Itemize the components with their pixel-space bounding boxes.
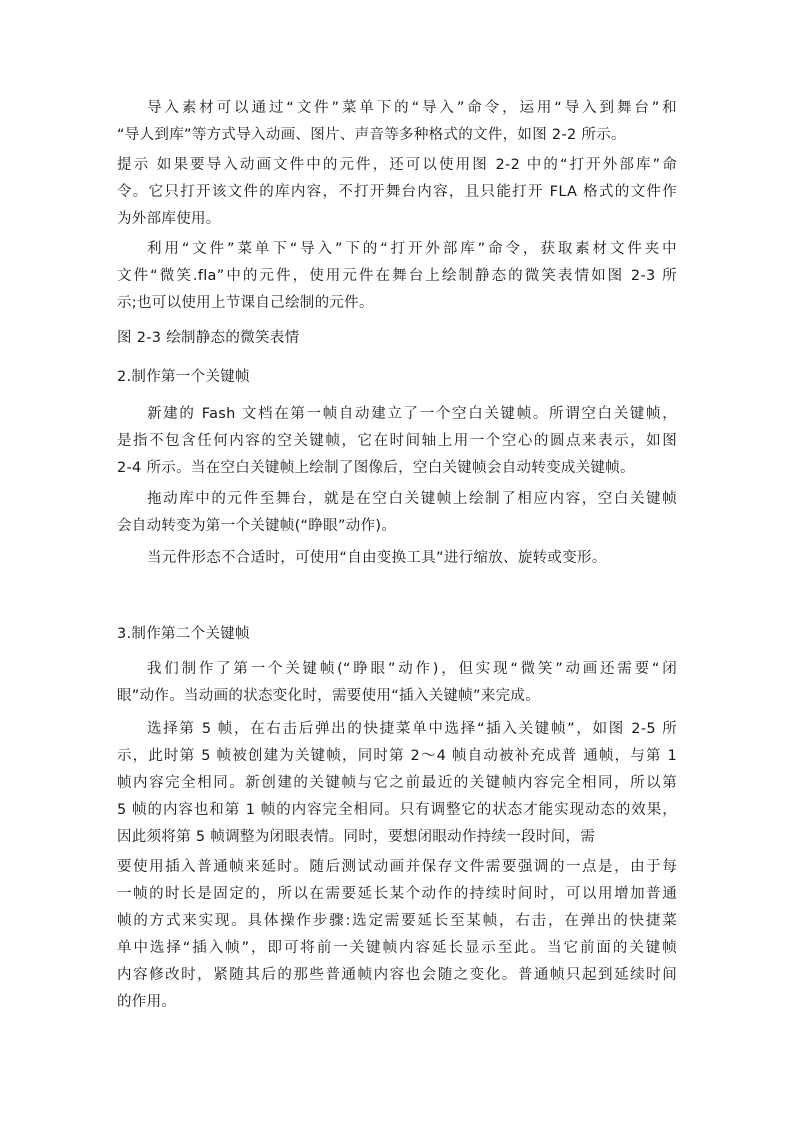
text-line: “导人到库”等方式导入动画、图片、声音等多种格式的文件，如图 2-2 所示。 [117,127,626,143]
text-line: 一帧的时长是固定的，所以在需要延长某个动作的持续时间时，可以用增加普通 [117,886,677,902]
figure-caption [117,325,677,352]
text-line: 5 帧的内容也和第 1 帧的内容完全相同。只有调整它的状态才能实现动态的效果， [117,802,677,818]
text-line: 是指不包含任何内容的空关键帧，它在时间轴上用一个空心的圆点来表示，如图 [117,433,677,449]
paragraph-import-intro [117,95,677,149]
paragraph-insert-keyframe [117,716,677,851]
text-line: 拖动库中的元件至舞台，就是在空白关键帧上绘制了相应内容，空白关键帧 [147,491,677,507]
caption-text: 图 2-3 绘制静态的微笑表情 [117,330,300,346]
text-line: 因此须将第 5 帧调整为闭眼表情。同时，要想闭眼动作持续一段时间，需 [117,829,596,845]
paragraph-tip [117,152,677,233]
text-line: 导入素材可以通过“文件”菜单下的“导入”命令，运用“导入到舞台”和 [147,100,677,116]
text-line: 选择第 5 帧，在右击后弹出的快捷菜单中选择“插入关键帧”，如图 2-5 所 [147,721,677,737]
paragraph-drag-symbol [117,486,677,540]
heading-text: 3.制作第二个关键帧 [117,626,250,642]
text-line: 的作用。 [117,994,177,1010]
text-line: 文件“微笑.fla”中的元件，使用元件在舞台上绘制静态的微笑表情如图 2-3 所 [117,268,677,284]
text-line: 新建的 Fash 文档在第一帧自动建立了一个空白关键帧。所谓空白关键帧， [147,406,677,422]
heading-text: 2.制作第一个关键帧 [117,369,250,385]
text-line: 内容修改时，紧随其后的那些普通帧内容也会随之变化。普通帧只起到延续时间 [117,967,677,983]
text-line: 会自动转变为第一个关键帧(“睁眼”动作)。 [117,518,397,534]
text-line: 帧内容完全相同。新创建的关键帧与它之前最近的关键帧内容完全相同，所以第 [117,775,677,791]
text-line: 2-4 所示。当在空白关键帧上绘制了图像后，空白关键帧会自动转变成关键帧。 [117,460,635,476]
section-heading-3 [117,621,677,648]
paragraph-empty-keyframe [117,401,677,482]
text-line: 要使用插入普通帧来延时。随后测试动画并保存文件需要强调的一点是，由于每 [117,859,677,875]
paragraph-transform-tool [117,545,677,572]
section-heading-2 [117,364,677,391]
paragraph-normal-frames [117,854,677,1016]
paragraph-second-keyframe [117,656,677,710]
text-line: 利用“文件”菜单下“导入”下的“打开外部库”命令，获取素材文件夹中 [147,241,677,257]
text-line: 当元件形态不合适时，可使用“自由变换工具”进行缩放、旋转或变形。 [147,550,607,566]
paragraph-open-library [117,236,677,317]
text-line: 眼”动作。当动画的状态变化时，需要使用“插入关键帧”来完成。 [117,688,541,704]
text-line: 我们制作了第一个关键帧(“睁眼”动作)，但实现“微笑”动画还需要“闭 [147,661,677,677]
text-line: 提示 如果要导入动画文件中的元件，还可以使用图 2-2 中的“打开外部库”命 [117,157,677,173]
text-line: 示;也可以使用上节课自己绘制的元件。 [117,295,374,311]
text-line: 帧的方式来实现。具体操作步骤:选定需要延长至某帧，右击，在弹出的快捷菜 [117,913,677,929]
text-line: 令。它只打开该文件的库内容，不打开舞台内容，且只能打开 FLA 格式的文件作 [117,184,677,200]
text-line: 为外部库使用。 [117,211,221,227]
text-line: 单中选择“插入帧”，即可将前一关键帧内容延长显示至此。当它前面的关键帧 [117,940,677,956]
text-line: 示，此时第 5 帧被创建为关键帧，同时第 2～4 帧自动被补充成普 通帧，与第 1 [117,748,677,764]
